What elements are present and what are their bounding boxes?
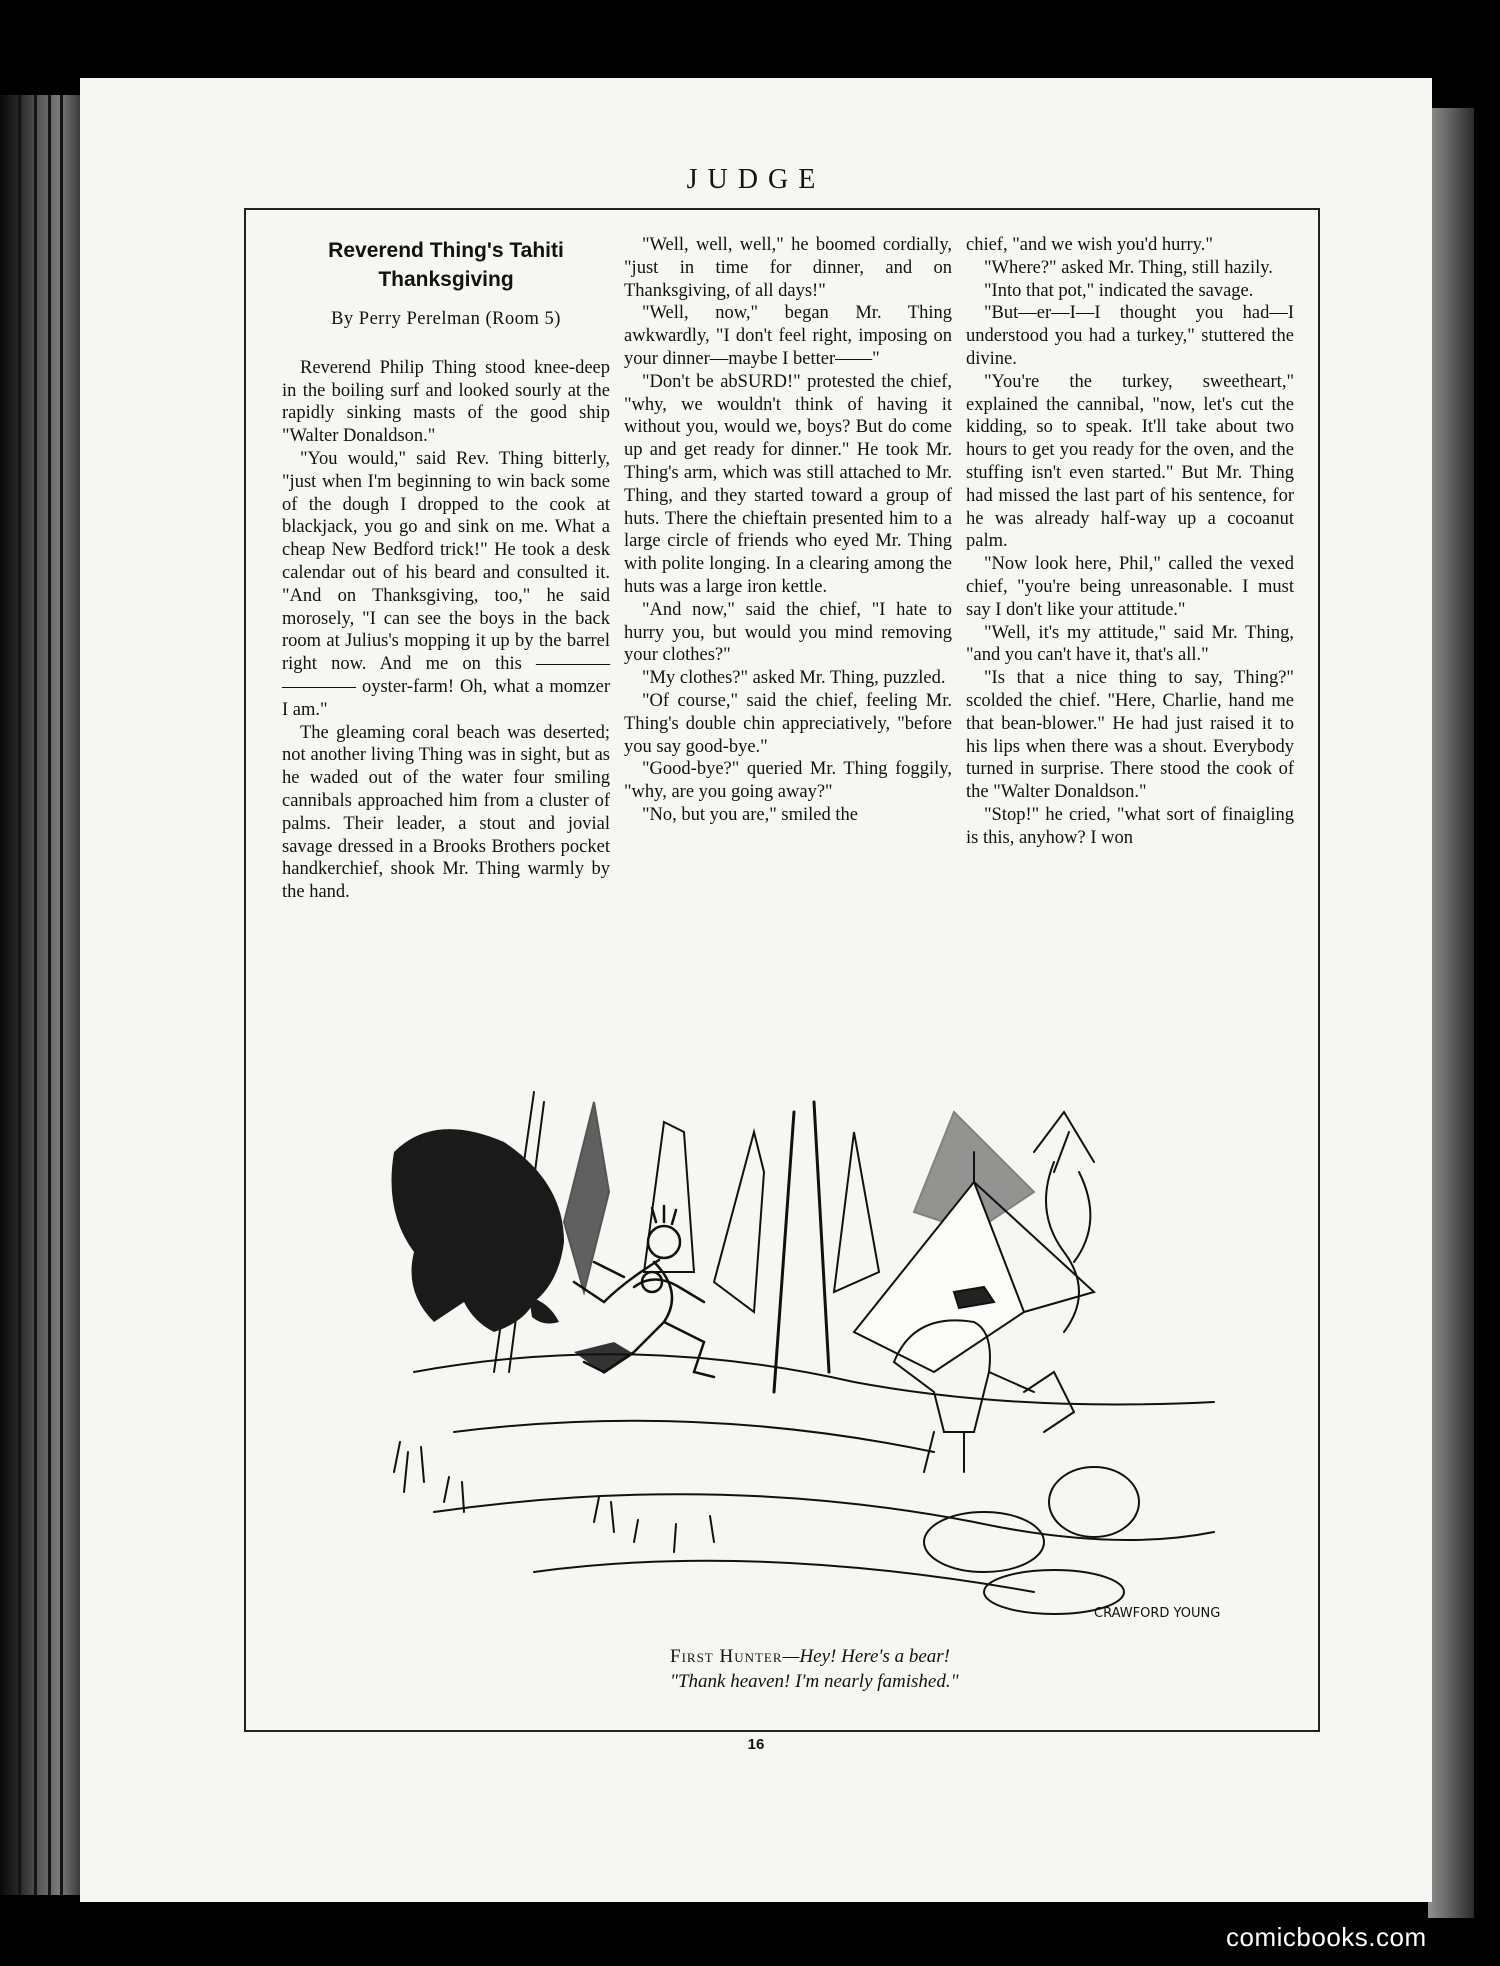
caption-line-2: "Thank heaven! I'm nearly famished." xyxy=(670,1671,959,1692)
article-paragraph: "You would," said Rev. Thing bitterly, "just when I'm beginning to win back some of the dough I dropped to the cook at blackjack, you go and sink on me. What a cheap New Bedford trick!" He took a desk calendar out of his beard and consulted it. "And on Thanksgiving, too," he said morosely, "I can see the boys in the back room at Julius's mopping it up by the barrel right now. And me on this ———— ———— oyster-farm! Oh, what a momzer I am." xyxy=(282,448,610,720)
cartoon-caption xyxy=(670,1644,959,1694)
article-paragraph: "No, but you are," smiled the xyxy=(642,804,858,825)
caption-line-1: —Hey! Here's a bear! xyxy=(782,1646,950,1667)
article-title: Reverend Thing's Tahiti Thanksgiving xyxy=(328,239,564,291)
article-paragraph: "Well, now," began Mr. Thing awkwardly, "I don't feel right, imposing on your dinner—maybe I better——" xyxy=(624,303,952,369)
article-paragraph: "Is that a nice thing to say, Thing?" scolded the chief. "Here, Charlie, hand me that bean-blower." He had just raised it to his lips when there was a shout. Everybody turned in surprise. There stood the cook of the "Walter Donaldson." xyxy=(966,668,1294,803)
article-paragraph: "But—er—I—I thought you had—I understood you had a turkey," stuttered the divine. xyxy=(966,303,1294,369)
article-paragraph: "Now look here, Phil," called the vexed chief, "you're being unreasonable. I must say I don't like your attitude." xyxy=(966,554,1294,620)
article-paragraph: "Stop!" he cried, "what sort of finaigling is this, anyhow? I won xyxy=(966,804,1294,848)
masthead: JUDGE xyxy=(686,164,826,195)
article-byline: By Perry Perelman (Room 5) xyxy=(331,309,561,329)
article-paragraph: "Into that pot," indicated the savage. xyxy=(984,280,1254,301)
column-3-body xyxy=(966,234,1294,850)
article-paragraph: "Don't be abSURD!" protested the chief, "why, we wouldn't think of having it without you, would we, boys? But do come up and get ready for dinner." He took Mr. Thing's arm, which was still attached to Mr. Thing, and they started toward a group of huts. There the chieftain presented him to a large circle of friends who eyed Mr. Thing with polite longing. In a clearing among the huts was a large iron kettle. xyxy=(624,371,952,597)
caption-speaker: First Hunter xyxy=(670,1646,783,1667)
watermark: comicbooks.com xyxy=(1226,1922,1427,1952)
article-frame xyxy=(244,208,1320,1732)
column-3 xyxy=(966,234,1294,850)
column-1 xyxy=(282,234,610,904)
column-1-body xyxy=(282,357,610,904)
article-paragraph: "Well, it's my attitude," said Mr. Thing, "and you can't have it, that's all." xyxy=(966,622,1294,666)
article-paragraph: "You're the turkey, sweetheart," explained the cannibal, "now, let's cut the kidding, so to speak. It'll take about two hours to get you ready for the oven, and the stuffing isn't even started." But Mr. Thing had missed the last part of his sentence, for he was already half-way up a cocoanut palm. xyxy=(966,371,1294,552)
magazine-page xyxy=(80,78,1432,1902)
article-paragraph: "And now," said the chief, "I hate to hurry you, but would you mind removing your clothes?" xyxy=(624,599,952,666)
article-paragraph: "Where?" asked Mr. Thing, still hazily. xyxy=(984,257,1273,278)
column-2 xyxy=(624,234,952,827)
cartoon-illustration xyxy=(334,1072,1234,1634)
article-paragraph: chief, "and we wish you'd hurry." xyxy=(966,235,1213,255)
column-2-body xyxy=(624,234,952,827)
book-page-edge-right xyxy=(1428,108,1474,1918)
article-paragraph: "Good-bye?" queried Mr. Thing foggily, "why, are you going away?" xyxy=(624,759,952,803)
article-paragraph: "Well, well, well," he boomed cordially, "just in time for dinner, and on Thanksgiving, of all days!" xyxy=(624,235,952,301)
cartoon-signature: CRAWFORD YOUNG xyxy=(1094,1606,1221,1621)
article-paragraph: "Of course," said the chief, feeling Mr. Thing's double chin appreciatively, "before you say good-bye." xyxy=(624,690,952,757)
article-paragraph: "My clothes?" asked Mr. Thing, puzzled. xyxy=(642,668,946,689)
page-number: 16 xyxy=(747,1736,765,1753)
article-paragraph: The gleaming coral beach was deserted; not another living Thing was in sight, but as he waded out of the water four smiling cannibals approached him from a cluster of palms. Their leader, a stout and jovial savage dressed in a Brooks Brothers pocket handkerchief, shook Mr. Thing warmly by the hand. xyxy=(282,722,610,903)
article-paragraph: Reverend Philip Thing stood knee-deep in the boiling surf and looked sourly at the rapidly sinking masts of the good ship "Walter Donaldson." xyxy=(282,357,610,447)
